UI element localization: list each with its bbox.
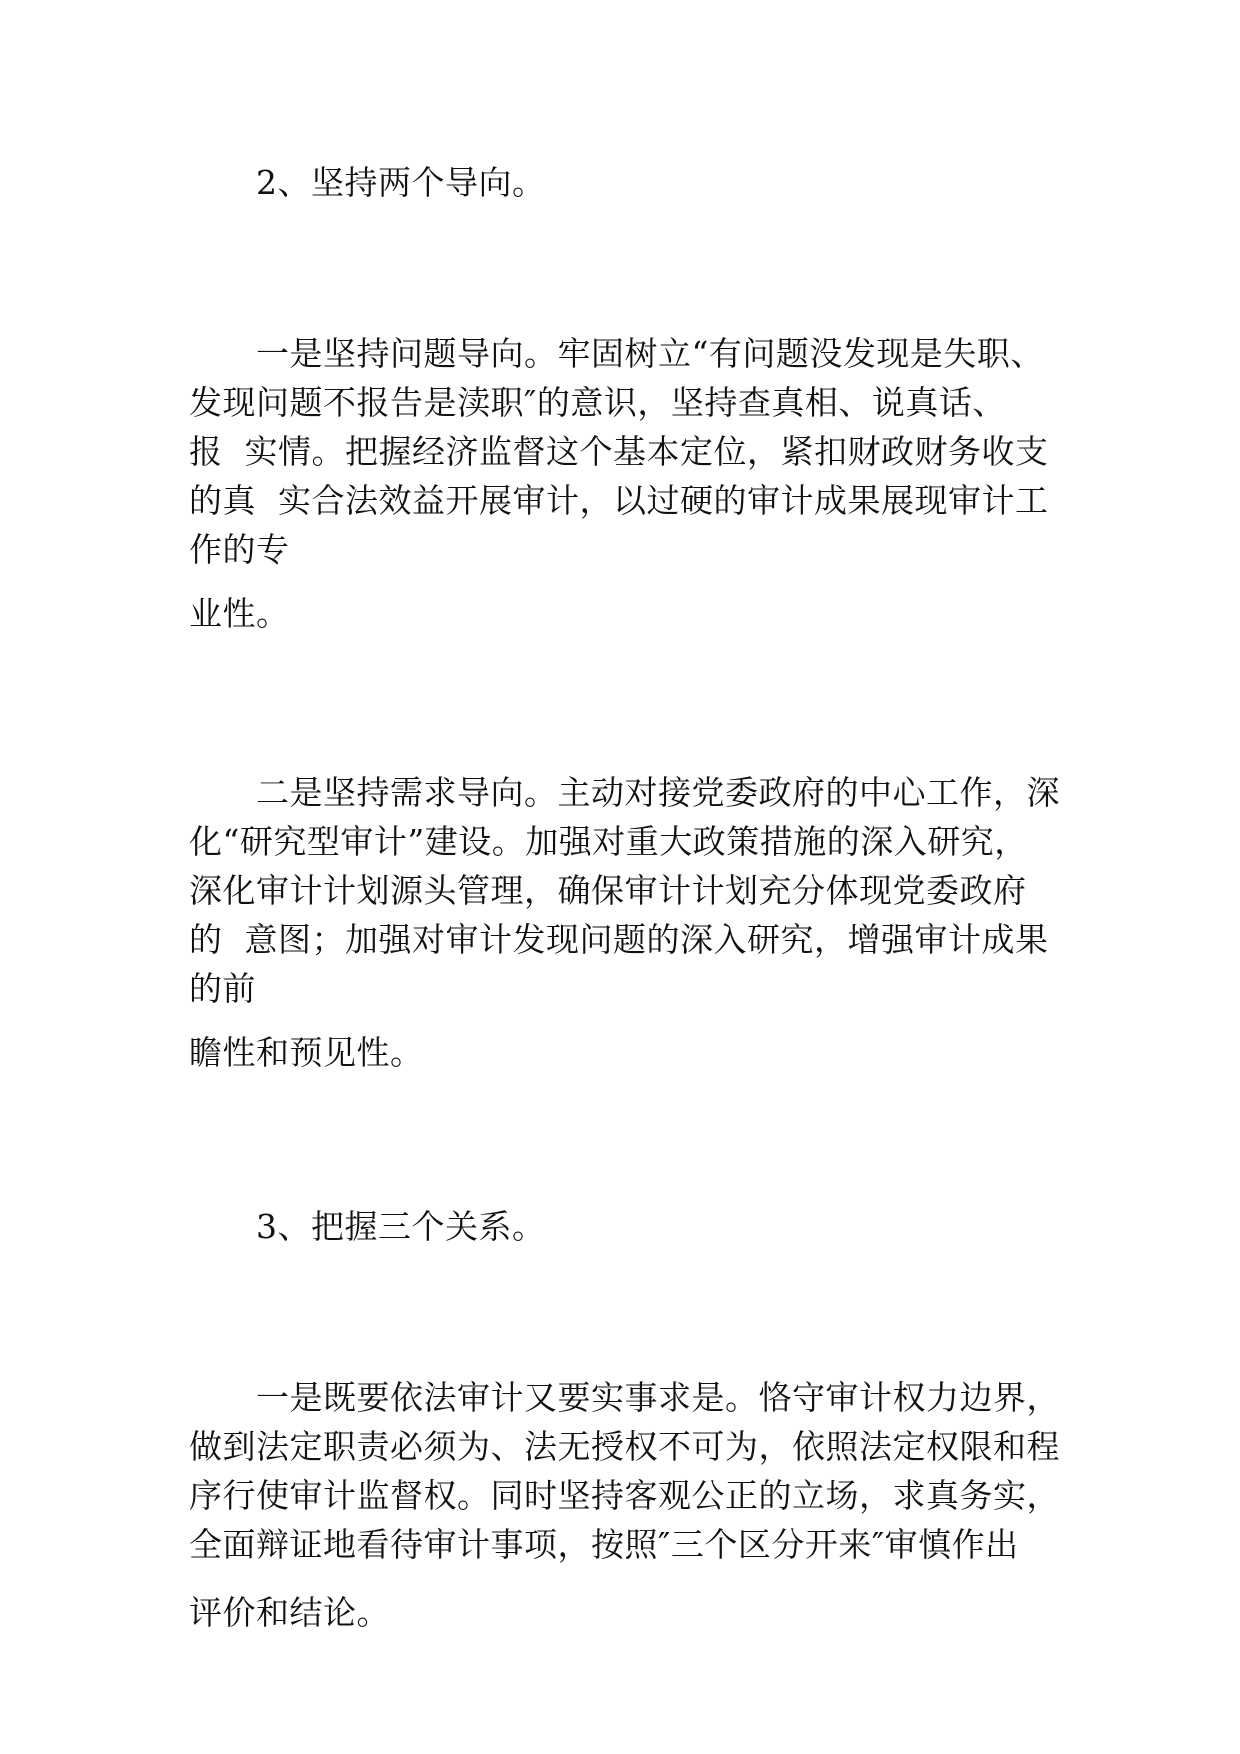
- paragraph-line: 报 实情。把握经济监督这个基本定位，紧扣财政财务收支: [189, 432, 1049, 471]
- paragraph-line: 的 意图；加强对审计发现问题的深入研究，增强审计成果: [189, 920, 1049, 959]
- paragraph-line: 评价和结论。: [189, 1593, 390, 1632]
- paragraph-line: 一是既要依法审计又要实事求是。恪守审计权力边界，: [256, 1378, 1060, 1417]
- paragraph-line: 的前: [189, 969, 256, 1008]
- paragraph-line: 发现问题不报告是渎职″的意识，坚持查真相、说真话、: [189, 383, 1006, 422]
- section-3-heading: 3、把握三个关系。: [256, 1207, 546, 1246]
- paragraph-line: 作的专: [189, 530, 290, 569]
- paragraph-line: 的真 实合法效益开展审计，以过硬的审计成果展现审计工: [189, 481, 1049, 520]
- paragraph-line: 二是坚持需求导向。主动对接党委政府的中心工作，深: [256, 773, 1060, 812]
- paragraph-line: 业性。: [189, 594, 290, 633]
- paragraph-line: 做到法定职责必须为、法无授权不可为，依照法定权限和程: [189, 1427, 1060, 1466]
- section-2-heading: 2、坚持两个导向。: [256, 163, 546, 202]
- paragraph-line: 全面辩证地看待审计事项，按照″三个区分开来″审慎作出: [189, 1525, 1019, 1564]
- paragraph-line: 序行使审计监督权。同时坚持客观公正的立场，求真务实，: [189, 1476, 1060, 1515]
- paragraph-line: 瞻性和预见性。: [189, 1033, 424, 1072]
- paragraph-line: 深化审计计划源头管理，确保审计计划充分体现党委政府: [189, 871, 1027, 910]
- paragraph-line: 一是坚持问题导向。牢固树立“有问题没发现是失职、: [256, 334, 1044, 373]
- paragraph-line: 化“研究型审计”建设。加强对重大政策措施的深入研究，: [189, 822, 1028, 861]
